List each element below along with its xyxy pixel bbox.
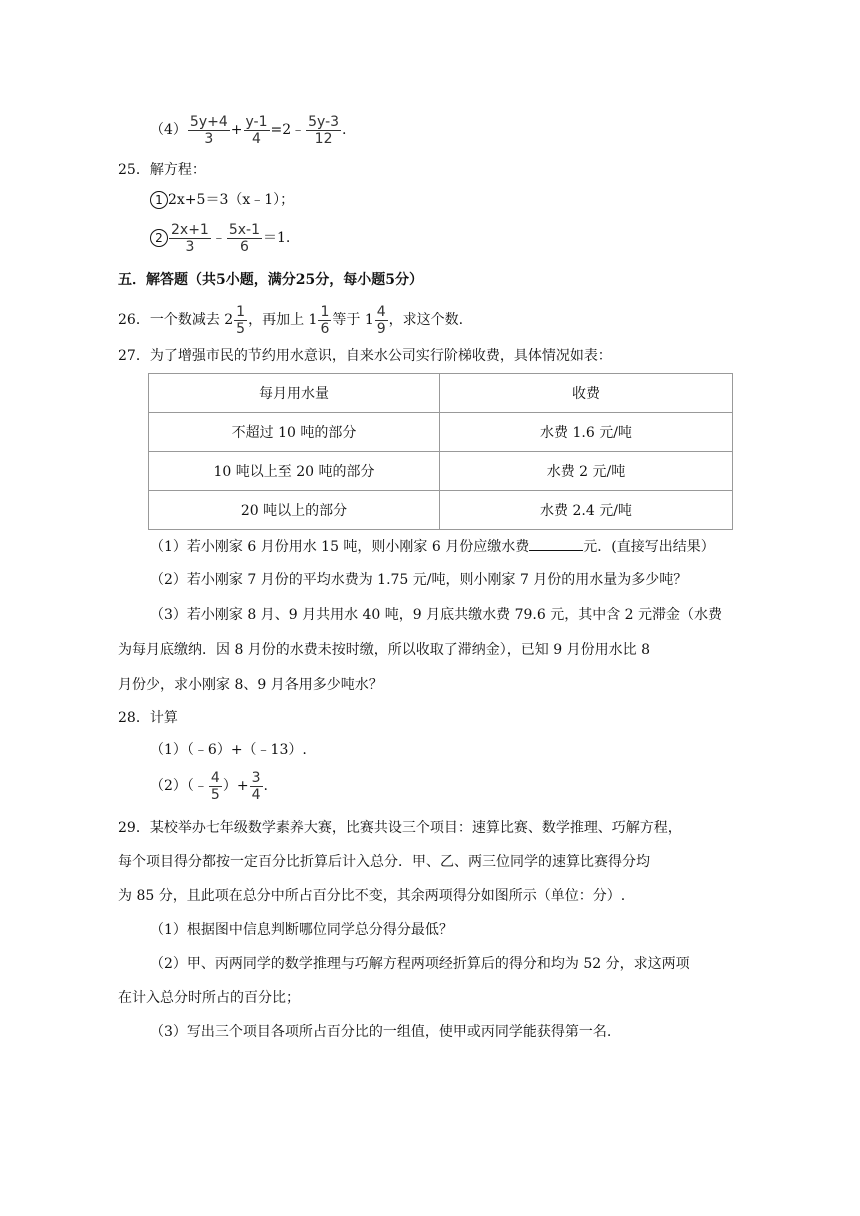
q27-part2: （2）若小刚家 7 月份的平均水费为 1.75 元/吨，则小刚家 7 月份的用水量为多少吨？	[150, 572, 688, 588]
q29-part2-line2: 在计入总分时所占的百分比；	[118, 990, 300, 1006]
q28-title: 28．计算	[118, 710, 178, 726]
fraction: $\frac{y-1}{4}$	[245, 113, 268, 147]
water-fee-table	[148, 373, 733, 530]
q25-title: 25．解方程：	[118, 162, 206, 178]
section-heading: 五．解答题（共5小题，满分25分，每小题5分）	[118, 272, 423, 288]
fraction: $\frac{5y+4}{3}$	[189, 113, 228, 147]
q29-line1: 29．某校举办七年级数学素养大赛，比赛共设三个项目：速算比赛、数学推理、巧解方程，	[118, 820, 682, 836]
q27-part1: （1）若小刚家 6 月份用水 15 吨，则小刚家 6 月份应缴水费 元．(直接写出结果）	[150, 536, 715, 557]
table-cell: 10 吨以上至 20 吨的部分	[149, 452, 440, 491]
q29-part2-line1: （2）甲、丙两同学的数学推理与巧解方程两项经折算后的得分和均为 52 分，求这两项	[150, 956, 690, 972]
answer-blank[interactable]	[529, 536, 583, 551]
q24-part4: （4） $\frac{5y+4}{3}$ + $\frac{y-1}{4}$ =2﹣ $\frac{5y-3}{12}$ .	[150, 113, 347, 147]
fraction: $\frac{1}{6}$	[320, 303, 330, 337]
q28-part1: （1）（﹣6）+（﹣13）.	[150, 742, 307, 758]
fraction: $\frac{2x+1}{3}$	[171, 221, 209, 255]
q27-intro: 27．为了增强市民的节约用水意识，自来水公司实行阶梯收费，具体情况如表：	[118, 348, 612, 364]
q29-part1: （1）根据图中信息判断哪位同学总分得分最低？	[150, 922, 453, 938]
fraction: $\frac{3}{4}$	[251, 769, 261, 803]
table-cell: 20 吨以上的部分	[149, 491, 440, 530]
circled-number: 2	[150, 229, 168, 247]
q29-part3: （3）写出三个项目各项所占百分比的一组值，使甲或丙同学能获得第一名.	[150, 1024, 612, 1040]
q29-line2: 每个项目得分都按一定百分比折算后计入总分．甲、乙、两三位同学的速算比赛得分均	[118, 854, 650, 870]
fraction: $\frac{5x-1}{6}$	[228, 221, 260, 255]
q27-part3-line3: 月份少，求小刚家 8、9 月各用多少吨水？	[118, 677, 383, 693]
fraction: $\frac{1}{5}$	[236, 303, 246, 337]
q25-item2: 2 $\frac{2x+1}{3}$ ﹣ $\frac{5x-1}{6}$ ＝1.	[150, 220, 290, 256]
q25-item1: 1 2x+5＝3（x﹣1）；	[150, 190, 294, 210]
fraction: $\frac{4}{9}$	[376, 303, 386, 337]
q26: 26．一个数减去 2 $\frac{1}{5}$ ，再加上 1 $\frac{1}{6}$ 等于 1 $\frac{4}{9}$ ，求这个数.	[118, 303, 464, 337]
table-cell: 不超过 10 吨的部分	[149, 413, 440, 452]
table-header: 收费	[440, 374, 733, 413]
table-cell: 水费 1.6 元/吨	[440, 413, 733, 452]
table-header: 每月用水量	[149, 374, 440, 413]
fraction: $\frac{5y-3}{12}$	[308, 113, 340, 147]
circled-number: 1	[150, 191, 168, 209]
fraction: $\frac{4}{5}$	[210, 769, 220, 803]
table-cell: 水费 2.4 元/吨	[440, 491, 733, 530]
q27-part3-line2: 为每月底缴纳．因 8 月份的水费未按时缴，所以收取了滞纳金），已知 9 月份用水比 8	[118, 642, 650, 658]
table-cell: 水费 2 元/吨	[440, 452, 733, 491]
table-row	[149, 452, 733, 491]
table-row	[149, 491, 733, 530]
table-header-row	[149, 374, 733, 413]
q28-part2: （2）（﹣ $\frac{4}{5}$ ）+ $\frac{3}{4}$ .	[150, 769, 268, 803]
q29-line3: 为 85 分，且此项在总分中所占百分比不变，其余两项得分如图所示（单位：分）.	[118, 888, 626, 904]
table-row	[149, 413, 733, 452]
q27-part3-line1: （3）若小刚家 8 月、9 月共用水 40 吨，9 月底共缴水费 79.6 元，其中含 2 元滞金（水费	[150, 607, 723, 623]
